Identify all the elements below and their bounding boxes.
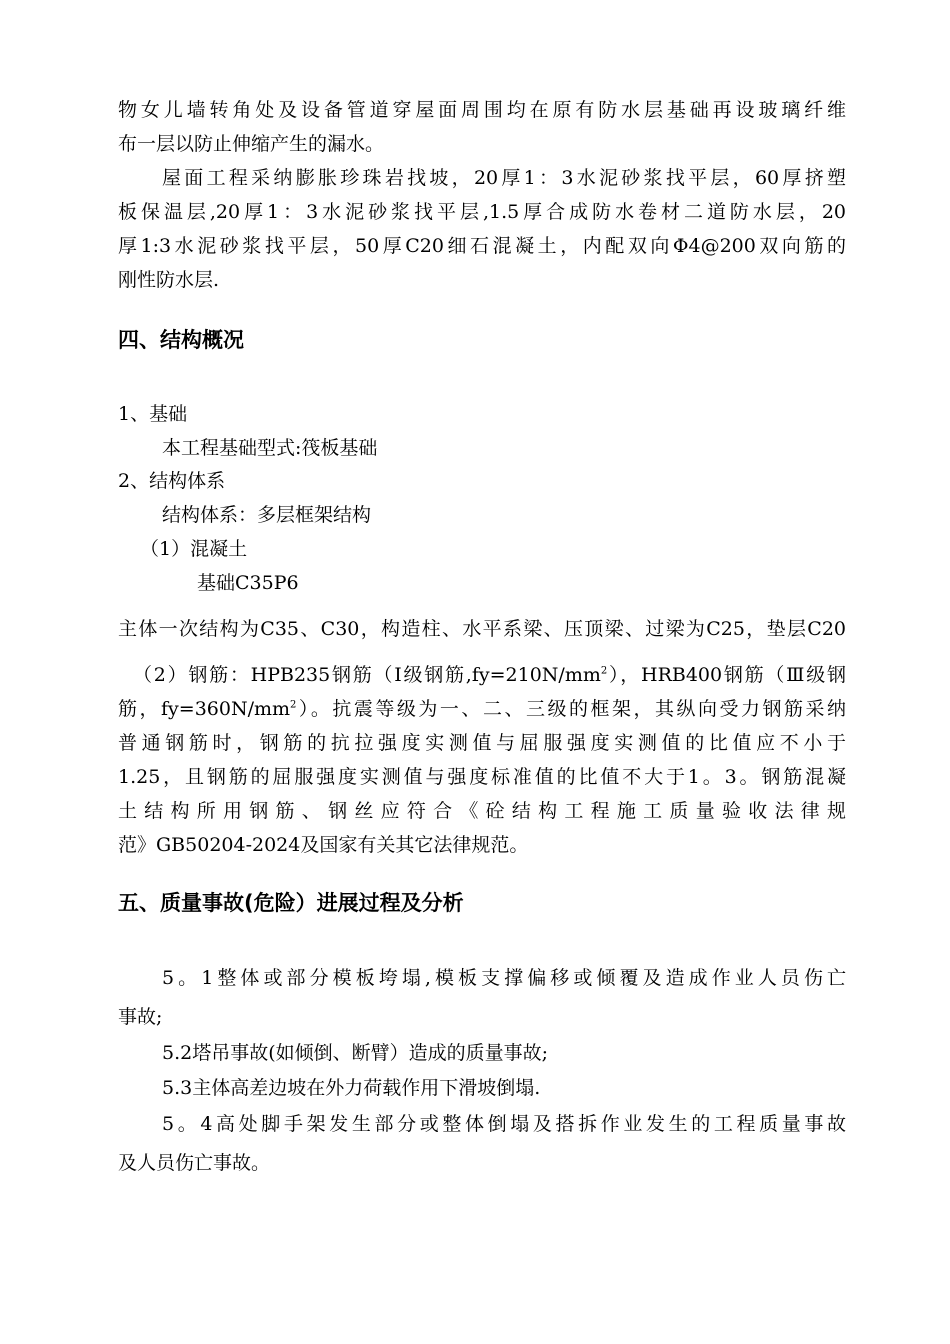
list-item-title: 2、结构体系: [118, 470, 226, 492]
list-item-text: 本工程基础型式:筏板基础: [162, 437, 378, 459]
superscript: 2: [290, 699, 297, 711]
paragraph-line: 5.2塔吊事故(如倾倒、断臂）造成的质量事故;: [162, 1042, 549, 1064]
paragraph-line: [133, 658, 846, 692]
paragraph-line: 厚1:3水泥砂浆找平层，50厚C20细石混凝土，内配双向Φ4@200双向筋的: [118, 235, 846, 257]
paragraph-line: 及人员伤亡事故。: [118, 1152, 271, 1174]
text-span: （2）钢筋：HPB235钢筋（Ⅰ级钢筋,fy=210N/mm: [133, 664, 601, 686]
text-span: 筋，fy=360N/mm: [118, 698, 291, 720]
superscript: 2: [600, 665, 608, 677]
paragraph-line: 事故;: [118, 1006, 163, 1028]
paragraph-line: 屋面工程采纳膨胀珍珠岩找坡，20厚1：3水泥砂浆找平层，60厚挤塑: [162, 167, 846, 189]
paragraph-line: 板保温层,20厚1：3水泥砂浆找平层,1.5厚合成防水卷材二道防水层，20: [118, 201, 846, 223]
paragraph-line: [118, 692, 846, 726]
section-heading: 四、结构概况: [118, 328, 244, 352]
section-heading: 五、质量事故(危险）进展过程及分析: [118, 891, 464, 915]
text-span: ）。抗震等级为一、二、三级的框架，其纵向受力钢筋采纳: [296, 698, 846, 720]
paragraph-line: 5。1整体或部分模板垮塌,模板支撑偏移或倾覆及造成作业人员伤亡: [162, 967, 846, 989]
list-item-text: 结构体系：多层框架结构: [162, 504, 372, 526]
paragraph-line: 土结构所用钢筋、钢丝应符合《砼结构工程施工质量验收法律规: [118, 800, 846, 822]
paragraph-line: 5。4高处脚手架发生部分或整体倒塌及搭拆作业发生的工程质量事故: [162, 1113, 846, 1135]
paragraph-line: 刚性防水层.: [118, 269, 220, 291]
paragraph-line: 1.25，且钢筋的屈服强度实测值与强度标准值的比值不大于1。3。钢筋混凝: [118, 766, 846, 788]
paragraph-line: 5.3主体高差边坡在外力荷载作用下滑坡倒塌.: [162, 1077, 541, 1099]
list-item-title: 1、基础: [118, 403, 188, 425]
sub-item-title: （1）混凝土: [140, 538, 248, 560]
paragraph-line: 布一层以防止伸缩产生的漏水。: [118, 133, 385, 155]
sub-item-text: 基础C35P6: [197, 572, 299, 594]
text-span: ），HRB400钢筋（Ⅲ级钢: [607, 664, 846, 686]
paragraph-line: 范》GB50204-2024及国家有关其它法律规范。: [118, 834, 529, 856]
paragraph-line: 普通钢筋时，钢筋的抗拉强度实测值与屈服强度实测值的比值应不小于: [118, 732, 846, 754]
paragraph-line: 主体一次结构为C35、C30，构造柱、水平系梁、压顶梁、过梁为C25，垫层C20: [118, 618, 846, 640]
paragraph-line: 物女儿墙转角处及设备管道穿屋面周围均在原有防水层基础再设玻璃纤维: [118, 99, 846, 121]
